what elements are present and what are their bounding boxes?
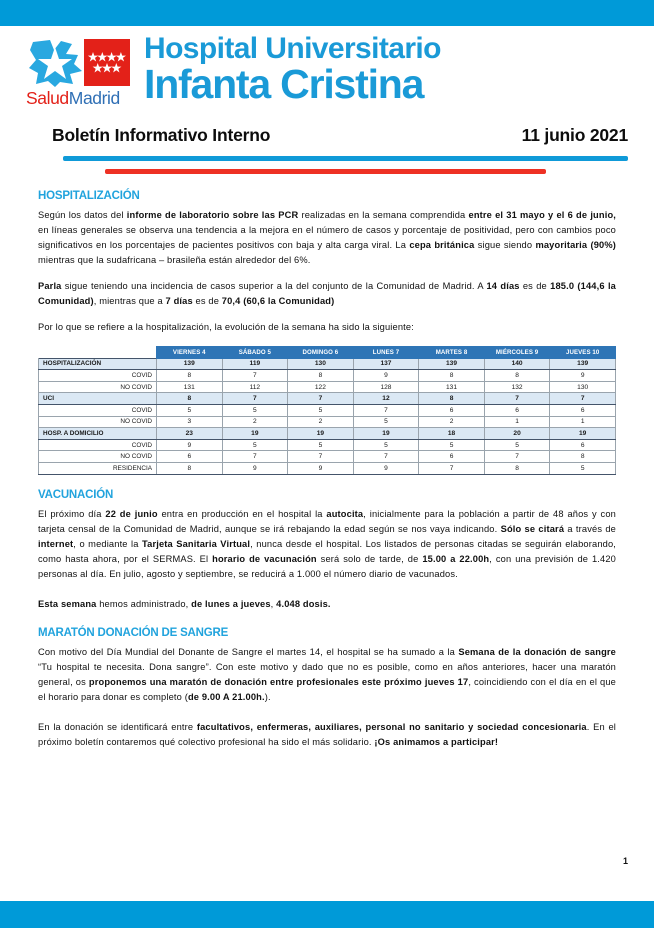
table-row-label: NO COVID bbox=[39, 381, 157, 393]
table-column-header: LUNES 7 bbox=[353, 347, 419, 359]
table-row bbox=[39, 404, 616, 416]
top-color-band bbox=[0, 0, 654, 26]
table-row bbox=[39, 381, 616, 393]
table-cell: 5 bbox=[288, 404, 354, 416]
table-cell: 130 bbox=[550, 381, 616, 393]
table-cell: 9 bbox=[288, 462, 354, 474]
table-column-header: VIERNES 4 bbox=[157, 347, 223, 359]
document-body bbox=[38, 190, 616, 761]
section-heading-hospitalizacion: HOSPITALIZACIÓN bbox=[38, 190, 140, 202]
table-cell: 19 bbox=[222, 428, 288, 440]
table-cell: 8 bbox=[157, 370, 223, 382]
table-cell: 2 bbox=[222, 416, 288, 428]
red-divider-rule bbox=[105, 169, 546, 174]
table-cell: 119 bbox=[222, 358, 288, 370]
table-cell: 5 bbox=[157, 404, 223, 416]
table-cell: 19 bbox=[353, 428, 419, 440]
document-header bbox=[26, 32, 628, 114]
table-cell: 8 bbox=[550, 451, 616, 463]
table-cell: 139 bbox=[157, 358, 223, 370]
table-row bbox=[39, 428, 616, 440]
hospital-name-line1: Hospital Universitario bbox=[144, 32, 441, 65]
hospitalizacion-paragraph-3: Por lo que se refiere a la hospitalización, la evolución de la semana ha sido la siguiente: bbox=[38, 322, 414, 332]
table-row bbox=[39, 370, 616, 382]
hospitalization-table bbox=[38, 346, 616, 475]
table-column-header: JUEVES 10 bbox=[550, 347, 616, 359]
table-cell: 128 bbox=[353, 381, 419, 393]
table-corner-cell bbox=[39, 347, 157, 359]
table-cell: 140 bbox=[484, 358, 550, 370]
table-row-label: HOSP. A DOMICILIO bbox=[39, 428, 157, 440]
table-cell: 1 bbox=[550, 416, 616, 428]
table-cell: 7 bbox=[288, 393, 354, 405]
table-cell: 6 bbox=[550, 404, 616, 416]
vacunacion-paragraph-1: El próximo día 22 de junio entra en producción en el hospital la autocita, inicialmente para la población a partir de 48 años y con tarjeta censal de la Comunidad de Madrid, aunque se irá rebajando la edad según se nos vaya indicando. Sólo se citará a través de internet, o mediante la Tarjeta Sanitaria Virtual, nunca desde el hospital. Los listados de personas citadas se seguirán elaborando, como hasta ahora, por el SERMAS. El horario de vacunación será solo de tarde, de 15.00 a 22.00h, con una previsión de 1.420 personas al día. En julio, agosto y septiembre, se reducirá a 1.000 el número diario de vacunados. bbox=[38, 508, 617, 579]
table-cell: 5 bbox=[222, 404, 288, 416]
table-cell: 5 bbox=[222, 439, 288, 451]
bulletin-masthead bbox=[52, 125, 628, 149]
table-cell: 6 bbox=[419, 451, 485, 463]
table-cell: 19 bbox=[288, 428, 354, 440]
salud-madrid-star-icon bbox=[28, 38, 84, 88]
table-cell: 6 bbox=[550, 439, 616, 451]
table-row bbox=[39, 451, 616, 463]
table-cell: 8 bbox=[419, 393, 485, 405]
table-cell: 9 bbox=[222, 462, 288, 474]
table-cell: 6 bbox=[484, 404, 550, 416]
salud-madrid-wordmark bbox=[26, 88, 120, 109]
table-column-header: MIÉRCOLES 9 bbox=[484, 347, 550, 359]
table-cell: 132 bbox=[484, 381, 550, 393]
table-cell: 7 bbox=[484, 451, 550, 463]
section-heading-vacunacion: VACUNACIÓN bbox=[38, 488, 114, 501]
table-cell: 12 bbox=[353, 393, 419, 405]
table-column-header: SÁBADO 5 bbox=[222, 347, 288, 359]
maraton-paragraph-1: Con motivo del Día Mundial del Donante de Sangre el martes 14, el hospital se ha sumado a la Semana de la donación de sangre “Tu hospital te necesita. Dona sangre”. Con este motivo y dado que no es posible, como en años anteriores, hacer una maratón general, os proponemos una maratón de donación entre profesionales este próximo jueves 17, coincidiendo con el día en el que el horario para donar es completo (de 9.00 A 21.00h.). bbox=[38, 646, 617, 702]
table-cell: 8 bbox=[484, 462, 550, 474]
hospitalizacion-paragraph-1: Según los datos del informe de laboratorio sobre las PCR realizadas en la semana comprendida entre el 31 mayo y el 6 de junio, en líneas generales se observa una tendencia a la mejora en el número de casos y porcentaje de positividad, pero con cambios poco significativos en los porcentajes de pacientes positivos con baja y alta carga viral. La cepa británica sigue siendo mayoritaria (90%) mientras que la sudafricana – brasileña están alrededor del 6%. bbox=[38, 210, 617, 265]
table-cell: 9 bbox=[353, 370, 419, 382]
table-cell: 18 bbox=[419, 428, 485, 440]
table-row-label: UCI bbox=[39, 393, 157, 405]
table-cell: 2 bbox=[419, 416, 485, 428]
table-row bbox=[39, 439, 616, 451]
table-cell: 7 bbox=[288, 451, 354, 463]
table-column-header: DOMINGO 6 bbox=[288, 347, 354, 359]
table-cell: 5 bbox=[353, 439, 419, 451]
table-cell: 23 bbox=[157, 428, 223, 440]
madrid-flag-icon bbox=[84, 39, 130, 86]
salud-madrid-logo bbox=[26, 36, 144, 114]
table-cell: 6 bbox=[157, 451, 223, 463]
table-row bbox=[39, 393, 616, 405]
table-cell: 122 bbox=[288, 381, 354, 393]
table-row bbox=[39, 462, 616, 474]
table-cell: 5 bbox=[288, 439, 354, 451]
bulletin-title: Boletín Informativo Interno bbox=[52, 125, 271, 145]
table-row-label: COVID bbox=[39, 439, 157, 451]
hospital-name-line2: Infanta Cristina bbox=[144, 60, 424, 107]
table-cell: 7 bbox=[353, 451, 419, 463]
table-cell: 8 bbox=[288, 370, 354, 382]
table-cell: 112 bbox=[222, 381, 288, 393]
table-cell: 8 bbox=[157, 393, 223, 405]
table-cell: 5 bbox=[353, 416, 419, 428]
table-cell: 7 bbox=[550, 393, 616, 405]
table-row bbox=[39, 416, 616, 428]
table-cell: 130 bbox=[288, 358, 354, 370]
table-row-label: HOSPITALIZACIÓN bbox=[39, 358, 157, 370]
table-cell: 5 bbox=[550, 462, 616, 474]
hospitalizacion-paragraph-2: Parla sigue teniendo una incidencia de casos superior a la del conjunto de la Comunidad de Madrid. A 14 días es de 185.0 (144,6 la Comunidad), mientras que a 7 días es de 70,4 (60,6 la Comunidad) bbox=[38, 281, 616, 306]
table-cell: 7 bbox=[222, 370, 288, 382]
table-cell: 5 bbox=[484, 439, 550, 451]
logo-salud-text: Salud bbox=[26, 88, 69, 108]
table-cell: 5 bbox=[419, 439, 485, 451]
table-cell: 1 bbox=[484, 416, 550, 428]
table-body bbox=[39, 358, 616, 474]
table-row-label: COVID bbox=[39, 370, 157, 382]
table-cell: 8 bbox=[419, 370, 485, 382]
table-cell: 139 bbox=[550, 358, 616, 370]
table-head bbox=[39, 347, 616, 359]
table-cell: 139 bbox=[419, 358, 485, 370]
table-row-label: RESIDENCIA bbox=[39, 462, 157, 474]
table-row bbox=[39, 358, 616, 370]
table-cell: 19 bbox=[550, 428, 616, 440]
table-cell: 9 bbox=[157, 439, 223, 451]
hospital-name bbox=[144, 34, 441, 105]
table-cell: 9 bbox=[353, 462, 419, 474]
table-row-label: COVID bbox=[39, 404, 157, 416]
table-cell: 137 bbox=[353, 358, 419, 370]
hospitalization-table-wrapper bbox=[38, 346, 616, 475]
table-cell: 2 bbox=[288, 416, 354, 428]
table-cell: 3 bbox=[157, 416, 223, 428]
table-cell: 7 bbox=[222, 393, 288, 405]
table-cell: 7 bbox=[484, 393, 550, 405]
blue-divider-rule bbox=[63, 156, 628, 161]
bulletin-date: 11 junio 2021 bbox=[521, 125, 628, 145]
table-cell: 8 bbox=[157, 462, 223, 474]
section-heading-maraton: MARATÓN DONACIÓN DE SANGRE bbox=[38, 626, 229, 639]
bottom-color-band bbox=[0, 901, 654, 928]
table-cell: 8 bbox=[484, 370, 550, 382]
table-cell: 20 bbox=[484, 428, 550, 440]
table-cell: 7 bbox=[222, 451, 288, 463]
table-row-label: NO COVID bbox=[39, 451, 157, 463]
table-cell: 9 bbox=[550, 370, 616, 382]
table-row-label: NO COVID bbox=[39, 416, 157, 428]
maraton-paragraph-2: En la donación se identificará entre facultativos, enfermeras, auxiliares, personal no sanitario y sociedad concesionaria. En el próximo boletín contaremos qué colectivo profesional ha sido el más solidario. ¡Os animamos a participar! bbox=[38, 721, 616, 747]
logo-madrid-text: Madrid bbox=[68, 88, 120, 108]
table-header-row bbox=[39, 347, 616, 359]
table-cell: 131 bbox=[157, 381, 223, 393]
table-cell: 131 bbox=[419, 381, 485, 393]
table-cell: 7 bbox=[419, 462, 485, 474]
table-cell: 7 bbox=[353, 404, 419, 416]
table-cell: 6 bbox=[419, 404, 485, 416]
vacunacion-paragraph-2: Esta semana hemos administrado, de lunes a jueves, 4.048 dosis. bbox=[38, 598, 331, 609]
table-column-header: MARTES 8 bbox=[419, 347, 485, 359]
page-number: 1 bbox=[622, 856, 628, 866]
